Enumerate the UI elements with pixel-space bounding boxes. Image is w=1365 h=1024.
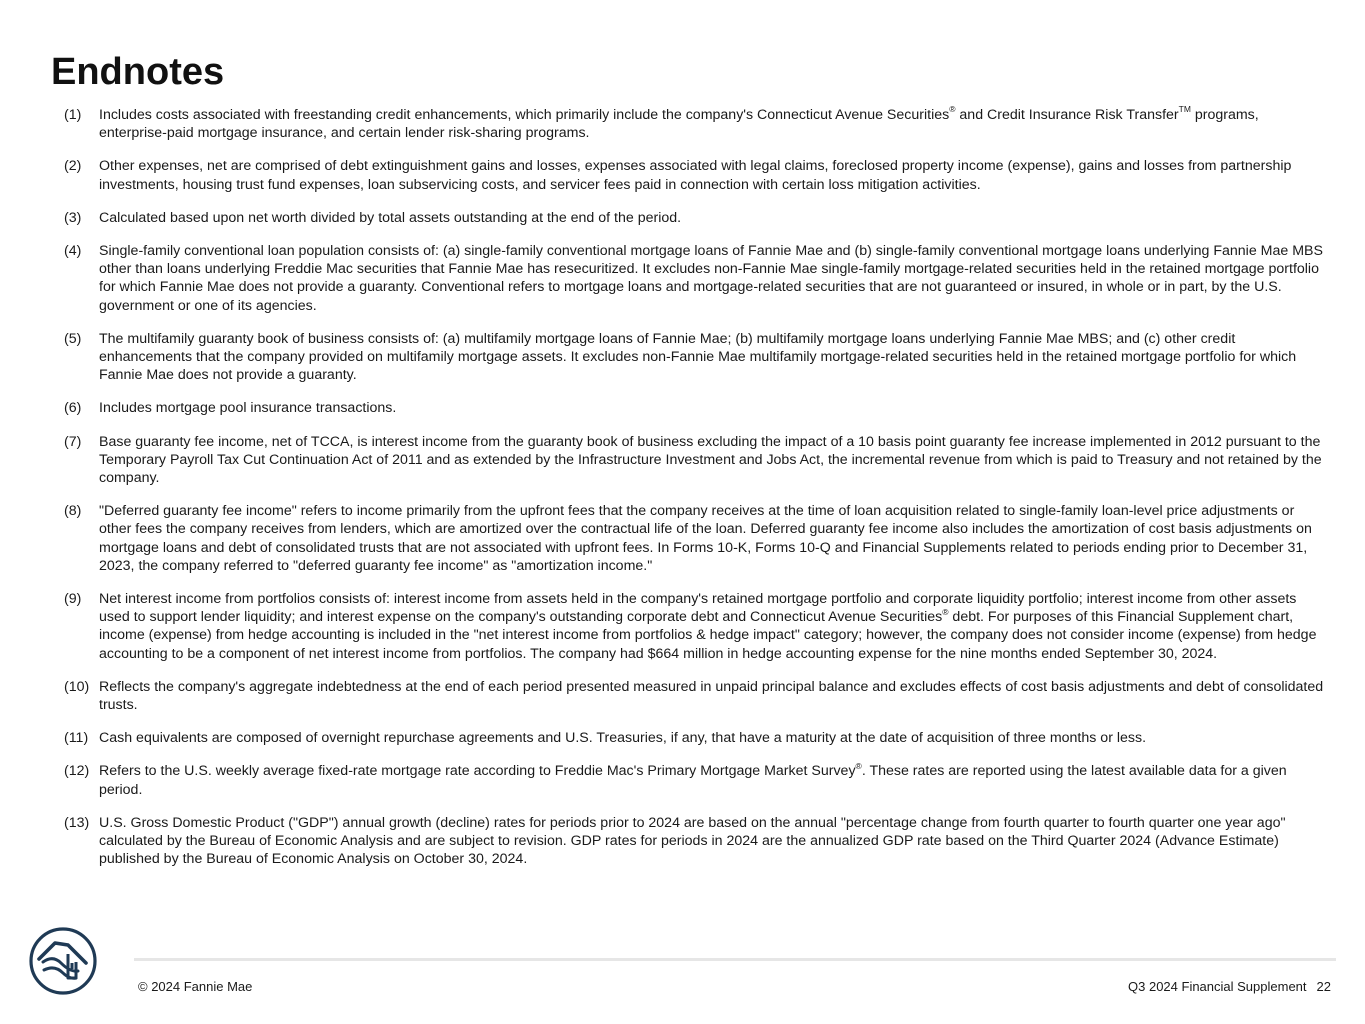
endnote-text: [99, 157, 1326, 193]
endnote-item: [64, 106, 1326, 142]
endnote-text-segment: Single-family conventional loan population consists of: (a) single-family conventional mortgage loans of Fannie Mae and (b) single-family conventional mortgage loans underlying Fannie Mae MBS other than loans underlying Freddie Mac securities that Fannie Mae has resecuritized. It excludes non-Fannie Mae single-family mortgage-related securities held in the retained mortgage portfolio for which Fannie Mae does not provide a guaranty. Conventional refers to mortgage loans and mortgage-related securities that are not guaranteed or insured, in whole or in part, by the U.S. government or one of its agencies.: [99, 243, 1323, 314]
endnote-number: (4): [64, 243, 82, 260]
endnote-item: [64, 399, 1326, 417]
endnote-text: [99, 678, 1326, 714]
endnotes-list: [64, 106, 1326, 884]
endnote-number: (7): [64, 433, 82, 450]
endnote-text-segment: debt. For purposes of this Financial Supplement chart, income (expense) from hedge accounting is included in the "net interest income from portfolios & hedge impact" category; however, the company does not consider income (expense) from hedge accounting to be a component of net interest income from portfolios. The company had $664 million in hedge accounting expense for the nine months ended September 30, 2024.: [99, 609, 1317, 662]
endnote-text-segment: "Deferred guaranty fee income" refers to income primarily from the upfront fees that the company receives at the time of loan acquisition related to single-family loan-level price adjustments or other fees the company receives from lenders, which are amortized over the contractual life of the loan. Deferred guaranty fee income also includes the amortization of cost basis adjustments on mortgage loans and debt of consolidated trusts that are not associated with upfront fees. In Forms 10-K, Forms 10-Q and Financial Supplements related to periods ending prior to December 31, 2023, the company referred to "deferred guaranty fee income" as "amortization income.": [99, 503, 1312, 574]
endnote-number: (13): [64, 814, 90, 831]
endnote-item: [64, 433, 1326, 488]
endnote-item: [64, 762, 1326, 798]
trademark-superscript: TM: [1178, 104, 1191, 115]
endnote-item: [64, 242, 1326, 315]
endnote-text-segment: . These rates are reported using the latest available data for a given period.: [99, 763, 1287, 798]
endnote-text-segment: Reflects the company's aggregate indebtedness at the end of each period presented measured in unpaid principal balance and excludes effects of cost basis adjustments and debt of consolidated trusts.: [99, 678, 1324, 714]
endnote-text-segment: The multifamily guaranty book of business consists of: (a) multifamily mortgage loans of Fannie Mae; (b) multifamily mortgage loans underlying Fannie Mae MBS; and (c) other credit enhancements that the company provided on multifamily mortgage assets. It excludes non-Fannie Mae multifamily mortgage-related securities held in the retained mortgage portfolio for which Fannie Mae does not provide a guaranty.: [99, 330, 1297, 384]
fannie-mae-house-logo-icon: [28, 926, 98, 996]
endnote-text: [99, 814, 1326, 869]
endnote-text-segment: and Credit Insurance Risk Transfer: [955, 107, 1179, 123]
endnote-item: [64, 209, 1326, 227]
document-title: Q3 2024 Financial Supplement: [1128, 979, 1307, 994]
endnote-number: (9): [64, 591, 82, 608]
endnote-text-segment: Includes costs associated with freestanding credit enhancements, which primarily include the company's Connecticut Avenue Securities: [99, 107, 950, 123]
endnote-text: [99, 209, 1326, 227]
endnote-number: (11): [64, 730, 89, 747]
endnote-number: (1): [64, 107, 82, 123]
footer-divider: [134, 958, 1336, 961]
endnote-number: (10): [64, 678, 90, 695]
endnote-text: [99, 330, 1326, 385]
endnote-number: (6): [64, 400, 82, 417]
endnote-text-segment: Cash equivalents are composed of overnight repurchase agreements and U.S. Treasuries, if any, that have a maturity at the date of acquisition of three months or less.: [99, 730, 1147, 747]
endnote-number: (12): [64, 763, 90, 780]
endnote-text-segment: U.S. Gross Domestic Product ("GDP") annual growth (decline) rates for periods prior to 2024 are based on the annual "percentage change from fourth quarter to fourth quarter one year ago" calculated by the Bureau of Economic Analysis and are subject to revision. GDP rates for periods in 2024 are the annualized GDP rate based on the Third Quarter 2024 (Advance Estimate) published by the Bureau of Economic Analysis on October 30, 2024.: [99, 814, 1286, 868]
endnote-text: [99, 762, 1326, 798]
endnote-text-segment: Includes mortgage pool insurance transactions.: [99, 400, 397, 417]
endnote-item: [64, 330, 1326, 385]
trademark-superscript: ®: [855, 760, 862, 771]
copyright-text: © 2024 Fannie Mae: [138, 979, 253, 994]
endnote-item: [64, 814, 1326, 869]
endnote-text: [99, 106, 1326, 142]
endnote-number: (2): [64, 158, 82, 175]
endnote-text: [99, 433, 1326, 488]
footer-document-info: [1128, 979, 1331, 994]
endnote-text-segment: Base guaranty fee income, net of TCCA, is interest income from the guaranty book of business excluding the impact of a 10 basis point guaranty fee increase implemented in 2012 pursuant to the Temporary Payroll Tax Cut Continuation Act of 2011 and as extended by the Infrastructure Investment and Jobs Act, the incremental revenue from which is paid to Treasury and not retained by the company.: [99, 433, 1322, 487]
endnote-text-segment: Other expenses, net are comprised of debt extinguishment gains and losses, expenses associated with legal claims, foreclosed property income (expense), gains and losses from partnership investments, housing trust fund expenses, loan subservicing costs, and servicer fees paid in connection with certain loss mitigation activities.: [99, 158, 1292, 193]
endnote-number: (5): [64, 330, 82, 347]
endnote-item: [64, 729, 1326, 747]
endnote-number: (8): [64, 503, 82, 520]
endnote-item: [64, 157, 1326, 193]
endnote-number: (3): [64, 209, 82, 226]
page-title: Endnotes: [51, 51, 225, 93]
endnote-item: [64, 590, 1326, 663]
endnote-item: [64, 678, 1326, 714]
endnote-text: [99, 242, 1326, 315]
trademark-superscript: ®: [942, 606, 949, 617]
endnote-text: [99, 399, 1326, 417]
endnote-item: [64, 502, 1326, 575]
trademark-superscript: ®: [949, 104, 956, 115]
endnote-text-segment: Net interest income from portfolios consists of: interest income from assets held in the company's retained mortgage portfolio and corporate liquidity portfolio; interest income from other assets used to support lender liquidity; and interest expense on the company's outstanding corporate debt and Connecticut Avenue Securities: [99, 591, 1297, 626]
endnote-text-segment: Calculated based upon net worth divided by total assets outstanding at the end of the period.: [99, 209, 682, 226]
endnote-text-segment: Refers to the U.S. weekly average fixed-rate mortgage rate according to Freddie Mac's Primary Mortgage Market Survey: [99, 763, 856, 780]
endnote-text: [99, 502, 1326, 575]
endnote-text: [99, 590, 1326, 663]
page-number: 22: [1316, 979, 1331, 994]
endnote-text-segment: programs, enterprise-paid mortgage insurance, and certain lender risk-sharing programs.: [99, 107, 1259, 142]
endnote-text: [99, 729, 1326, 747]
